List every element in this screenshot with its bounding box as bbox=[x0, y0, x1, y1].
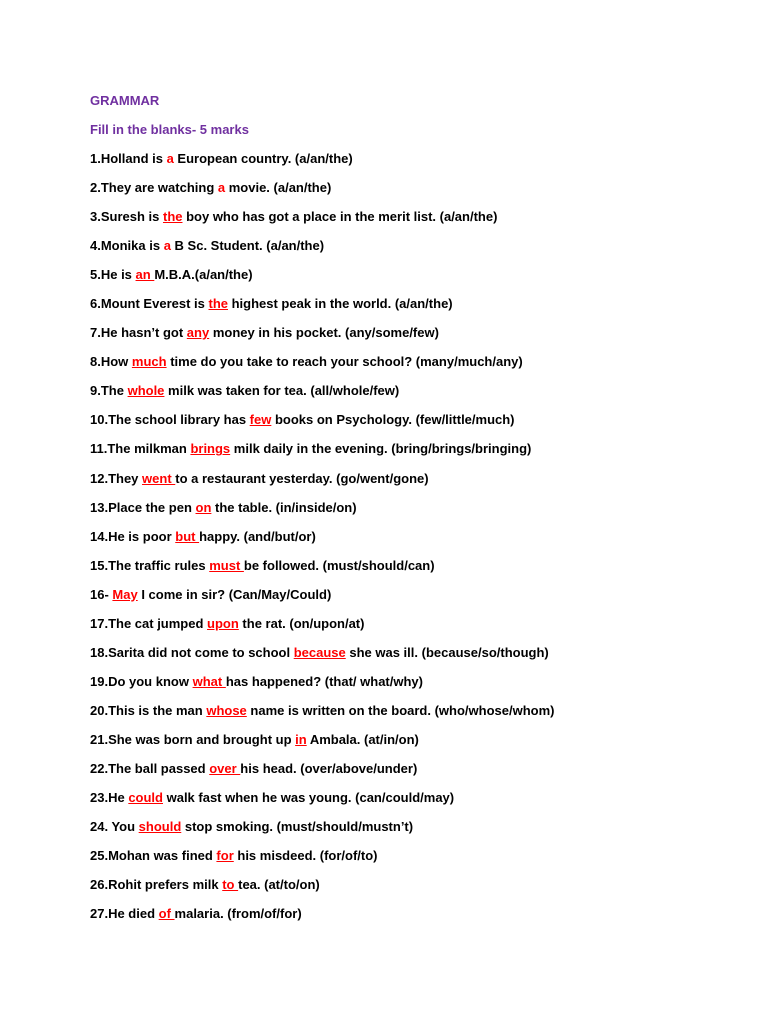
question-text-before: 10.The school library has bbox=[90, 412, 250, 428]
answer-fill: in bbox=[295, 731, 307, 747]
question-line bbox=[90, 816, 750, 845]
question-text-before: 7.He hasn’t got bbox=[90, 325, 187, 341]
question-text-before: 21.She was born and brought up bbox=[90, 731, 296, 747]
question-line bbox=[90, 642, 750, 671]
question-line bbox=[90, 671, 750, 700]
question-text-after: has happened? (that/ what/why) bbox=[225, 673, 423, 689]
question-text-before: 17.The cat jumped bbox=[90, 615, 208, 631]
answer-fill: a bbox=[163, 238, 171, 254]
question-line bbox=[90, 206, 750, 235]
question-line bbox=[90, 177, 750, 206]
answer-fill: a bbox=[166, 151, 174, 166]
question-text-before: 1.Holland is bbox=[90, 151, 167, 166]
question-text-after: name is written on the board. (who/whose/whom) bbox=[246, 702, 555, 718]
question-text-before: 6.Mount Everest is bbox=[90, 296, 209, 312]
answer-fill: but bbox=[175, 528, 200, 544]
question-text-after: the rat. (on/upon/at) bbox=[238, 615, 365, 631]
question-text-before: 13.Place the pen bbox=[90, 499, 196, 515]
answer-fill: went bbox=[142, 470, 176, 486]
answer-fill: could bbox=[128, 790, 163, 806]
question-line bbox=[90, 322, 750, 351]
question-text-after: malaria. (from/of/for) bbox=[174, 906, 302, 922]
answer-fill: on bbox=[195, 499, 212, 515]
question-text-before: 5.He is bbox=[90, 267, 136, 283]
answer-fill: to bbox=[222, 877, 239, 893]
question-line bbox=[90, 497, 750, 526]
question-text-before: 16- bbox=[90, 586, 113, 602]
question-text-before: 4.Monika is bbox=[90, 238, 164, 254]
question-line bbox=[90, 845, 750, 874]
answer-fill: whole bbox=[127, 383, 165, 399]
answer-fill: much bbox=[131, 354, 167, 370]
question-line bbox=[90, 526, 750, 555]
answer-fill: a bbox=[217, 180, 226, 196]
question-line bbox=[90, 264, 750, 293]
question-text-before: 24. You bbox=[90, 819, 139, 835]
question-text-after: boy who has got a place in the merit list. (a/an/the) bbox=[182, 209, 498, 225]
question-text-after: happy. (and/but/or) bbox=[199, 528, 316, 544]
question-text-after: books on Psychology. (few/little/much) bbox=[271, 412, 515, 428]
question-text-after: M.B.A.(a/an/the) bbox=[154, 267, 253, 283]
question-text-after: his head. (over/above/under) bbox=[240, 760, 418, 776]
question-text-before: 25.Mohan was fined bbox=[90, 848, 217, 864]
question-text-after: B Sc. Student. (a/an/the) bbox=[170, 238, 325, 254]
question-text-before: 27.He died bbox=[90, 906, 159, 922]
question-text-before: 11.The milkman bbox=[90, 441, 191, 457]
answer-fill: brings bbox=[190, 441, 231, 457]
question-line bbox=[90, 874, 750, 903]
answer-fill: of bbox=[158, 906, 175, 922]
question-text-after: be followed. (must/should/can) bbox=[243, 557, 435, 573]
question-text-before: 20.This is the man bbox=[90, 702, 207, 718]
answer-fill: whose bbox=[206, 702, 247, 718]
question-line bbox=[90, 555, 750, 584]
question-text-after: I come in sir? (Can/May/Could) bbox=[137, 586, 332, 602]
question-text-before: 12.They bbox=[90, 470, 143, 486]
answer-fill: over bbox=[209, 760, 241, 776]
question-text-before: 2.They are watching bbox=[90, 180, 218, 196]
question-text-after: money in his pocket. (any/some/few) bbox=[209, 325, 439, 341]
answer-fill: any bbox=[186, 325, 210, 341]
question-text-before: 26.Rohit prefers milk bbox=[90, 877, 223, 893]
question-line bbox=[90, 613, 750, 642]
question-text-after: movie. (a/an/the) bbox=[225, 180, 332, 196]
answer-fill: for bbox=[216, 848, 234, 864]
worksheet-page bbox=[90, 90, 750, 932]
question-text-before: 3.Suresh is bbox=[90, 209, 163, 225]
question-line bbox=[90, 351, 750, 380]
question-text-after: to a restaurant yesterday. (go/went/gone) bbox=[175, 470, 429, 486]
answer-fill: few bbox=[249, 412, 272, 428]
question-list bbox=[90, 148, 750, 932]
question-text-before: 23.He bbox=[90, 790, 129, 806]
question-line bbox=[90, 235, 750, 264]
question-line bbox=[90, 438, 750, 467]
question-text-after: milk was taken for tea. (all/whole/few) bbox=[164, 383, 400, 399]
question-text-before: 9.The bbox=[90, 383, 128, 399]
question-text-after: milk daily in the evening. (bring/brings/bringing) bbox=[230, 441, 532, 457]
question-text-after: time do you take to reach your school? (many/much/any) bbox=[166, 354, 523, 370]
answer-fill: upon bbox=[207, 615, 239, 631]
answer-fill: May bbox=[112, 586, 138, 602]
question-line bbox=[90, 758, 750, 787]
page-title: GRAMMAR bbox=[90, 93, 160, 108]
question-text-before: 8.How bbox=[90, 354, 132, 370]
question-line bbox=[90, 787, 750, 816]
question-line bbox=[90, 409, 750, 438]
question-line bbox=[90, 468, 750, 497]
answer-fill: should bbox=[138, 819, 182, 835]
question-text-before: 19.Do you know bbox=[90, 673, 193, 689]
answer-fill: the bbox=[162, 209, 183, 225]
question-text-after: European country. (a/an/the) bbox=[173, 151, 353, 166]
question-text-before: 14.He is poor bbox=[90, 528, 176, 544]
answer-fill: what bbox=[192, 673, 226, 689]
question-text-after: Ambala. (at/in/on) bbox=[306, 731, 419, 747]
answer-fill: the bbox=[208, 296, 228, 312]
question-line bbox=[90, 293, 750, 322]
question-text-before: 15.The traffic rules bbox=[90, 557, 210, 573]
question-line bbox=[90, 584, 750, 613]
answer-fill: an bbox=[135, 267, 155, 283]
question-text-after: walk fast when he was young. (can/could/may) bbox=[162, 790, 455, 806]
question-text-before: 18.Sarita did not come to school bbox=[90, 644, 294, 660]
question-text-after: highest peak in the world. (a/an/the) bbox=[227, 296, 453, 312]
question-text-after: the table. (in/inside/on) bbox=[211, 499, 357, 515]
question-text-before: 22.The ball passed bbox=[90, 760, 210, 776]
question-text-after: tea. (at/to/on) bbox=[238, 877, 320, 893]
question-text-after: his misdeed. (for/of/to) bbox=[233, 848, 378, 864]
question-text-after: stop smoking. (must/should/mustn’t) bbox=[181, 819, 414, 835]
question-line bbox=[90, 700, 750, 729]
question-line bbox=[90, 729, 750, 758]
question-text-after: she was ill. (because/so/though) bbox=[345, 644, 549, 660]
question-line bbox=[90, 903, 750, 932]
answer-fill: because bbox=[293, 644, 346, 660]
section-subtitle: Fill in the blanks- 5 marks bbox=[90, 122, 249, 137]
question-line bbox=[90, 380, 750, 409]
answer-fill: must bbox=[209, 557, 244, 573]
question-line bbox=[90, 148, 750, 177]
